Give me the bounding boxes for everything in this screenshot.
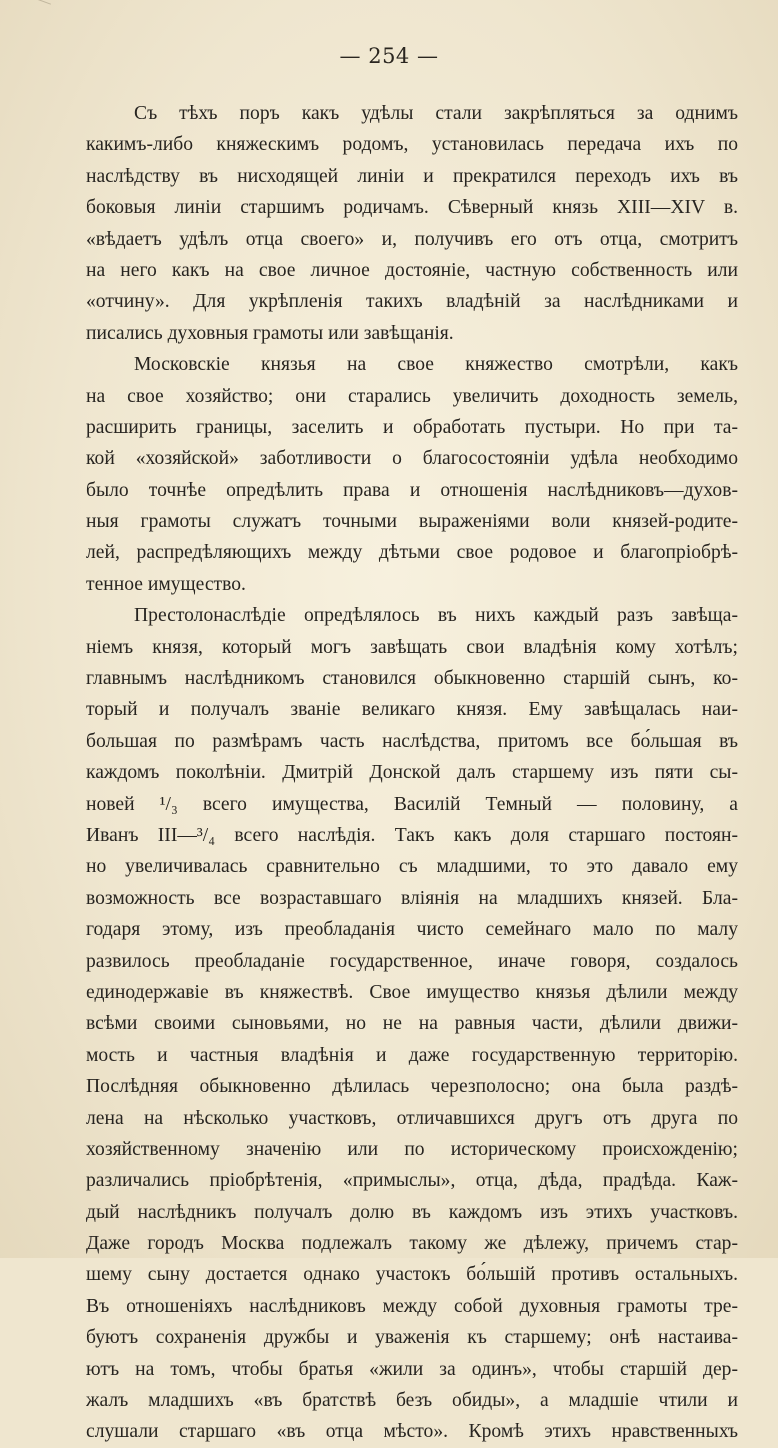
text-line: писались духовныя грамоты или завѣщанія. xyxy=(86,322,454,344)
text-line: Даже городъ Москва подлежалъ такому же дѣлежу, причемъ стар- xyxy=(86,1233,738,1255)
text-line: единодержавіе въ княжествѣ. Свое имущество князья дѣлили между xyxy=(86,981,738,1003)
text-line: различались пріобрѣтенія, «примыслы», отца, дѣда, прадѣда. Каж- xyxy=(86,1170,738,1192)
text-line: ютъ на томъ, чтобы братья «жили за одинъ», чтобы старшій дер- xyxy=(86,1358,738,1380)
text-line: на свое хозяйство; они старались увеличить доходность земель, xyxy=(86,385,738,407)
page-number: — 254 — xyxy=(339,44,439,68)
text-line: Иванъ III—³/₄ всего наслѣдія. Такъ какъ доля старшаго постоян- xyxy=(86,824,738,846)
text-line: большая по размѣрамъ часть наслѣдства, притомъ все бо́льшая въ xyxy=(86,730,738,752)
text-line: «вѣдаетъ удѣлъ отца своего» и, получивъ его отъ отца, смотритъ xyxy=(86,228,738,250)
text-line: было точнѣе опредѣлить права и отношенія наслѣдниковъ—духов- xyxy=(86,479,738,501)
page-corner-mark xyxy=(29,0,51,12)
text-line: лена на нѣсколько участковъ, отличавшихся другъ отъ друга по xyxy=(86,1107,738,1129)
text-line: хозяйственному значенію или по историческому происхожденію; xyxy=(86,1138,738,1160)
text-line: на него какъ на свое личное достояніе, частную собственность или xyxy=(86,259,738,281)
text-line: мость и частныя владѣнія и даже государственную территорію. xyxy=(86,1044,738,1066)
text-line: Съ тѣхъ поръ какъ удѣлы стали закрѣпляться за однимъ xyxy=(134,103,738,124)
text-line: Московскіе князья на свое княжество смотрѣли, какъ xyxy=(134,354,738,376)
text-line: но увеличивалась сравнительно съ младшими, то это давало ему xyxy=(86,856,738,878)
text-line: какимъ-либо княжескимъ родомъ, установилась передача ихъ по xyxy=(86,134,738,156)
text-line: буютъ сохраненія дружбы и уваженія къ старшему; онѣ настаива- xyxy=(86,1327,738,1349)
text-line: дый наслѣдникъ получалъ долю въ каждомъ изъ этихъ участковъ. xyxy=(86,1201,738,1223)
text-line: главнымъ наслѣдникомъ становился обыкновенно старшій сынъ, ко- xyxy=(86,668,738,690)
body-text xyxy=(86,98,738,1448)
text-line: ніемъ князя, который могъ завѣщать свои владѣнія кому хотѣлъ; xyxy=(86,636,738,658)
text-line: лей, распредѣляющихъ между дѣтьми свое родовое и благопріобрѣ- xyxy=(86,542,738,564)
text-line: «отчину». Для укрѣпленія такихъ владѣній за наслѣдниками и xyxy=(86,291,738,313)
text-line: каждомъ поколѣніи. Дмитрій Донской далъ старшему изъ пяти сы- xyxy=(86,762,738,784)
text-line: Въ отношеніяхъ наслѣдниковъ между собой духовныя грамоты тре- xyxy=(86,1295,738,1317)
text-line: всѣми своими сыновьями, но не на равныя части, дѣлили движи- xyxy=(86,1013,738,1035)
text-line: Послѣдняя обыкновенно дѣлилась черезполосно; она была раздѣ- xyxy=(86,1076,738,1098)
text-line: боковыя линіи старшимъ родичамъ. Сѣверный князь XIII—XIV в. xyxy=(86,197,738,219)
text-line: развилось преобладаніе государственное, иначе говоря, создалось xyxy=(86,950,738,972)
text-line: тенное имущество. xyxy=(86,573,246,595)
text-line: Престолонаслѣдіе опредѣлялось въ нихъ каждый разъ завѣща- xyxy=(134,605,738,627)
text-line: новей ¹/₃ всего имущества, Василій Темный — половину, а xyxy=(86,793,738,815)
text-line: жалъ младшихъ «въ братствѣ безъ обиды», а младшіе чтили и xyxy=(86,1390,738,1412)
text-line: кой «хозяйской» заботливости о благосостояніи удѣла необходимо xyxy=(86,448,738,470)
text-line: возможность все возраставшаго вліянія на младшихъ князей. Бла- xyxy=(86,887,738,909)
text-line: расширить границы, заселить и обработать пустыри. Но при та- xyxy=(86,416,738,438)
text-line: годаря этому, изъ преобладанія чисто семейнаго мало по малу xyxy=(86,919,738,941)
text-line: ныя грамоты служатъ точными выраженіями воли князей-родите- xyxy=(86,511,738,533)
text-line: слушали старшаго «въ отца мѣсто». Кромѣ этихъ нравственныхъ xyxy=(86,1421,738,1443)
text-line: наслѣдству въ нисходящей линіи и прекратился переходъ ихъ въ xyxy=(86,165,738,187)
text-line: шему сыну достается однако участокъ бо́льшій противъ остальныхъ. xyxy=(86,1264,738,1286)
text-line: торый и получалъ званіе великаго князя. Ему завѣщалась наи- xyxy=(86,699,738,721)
